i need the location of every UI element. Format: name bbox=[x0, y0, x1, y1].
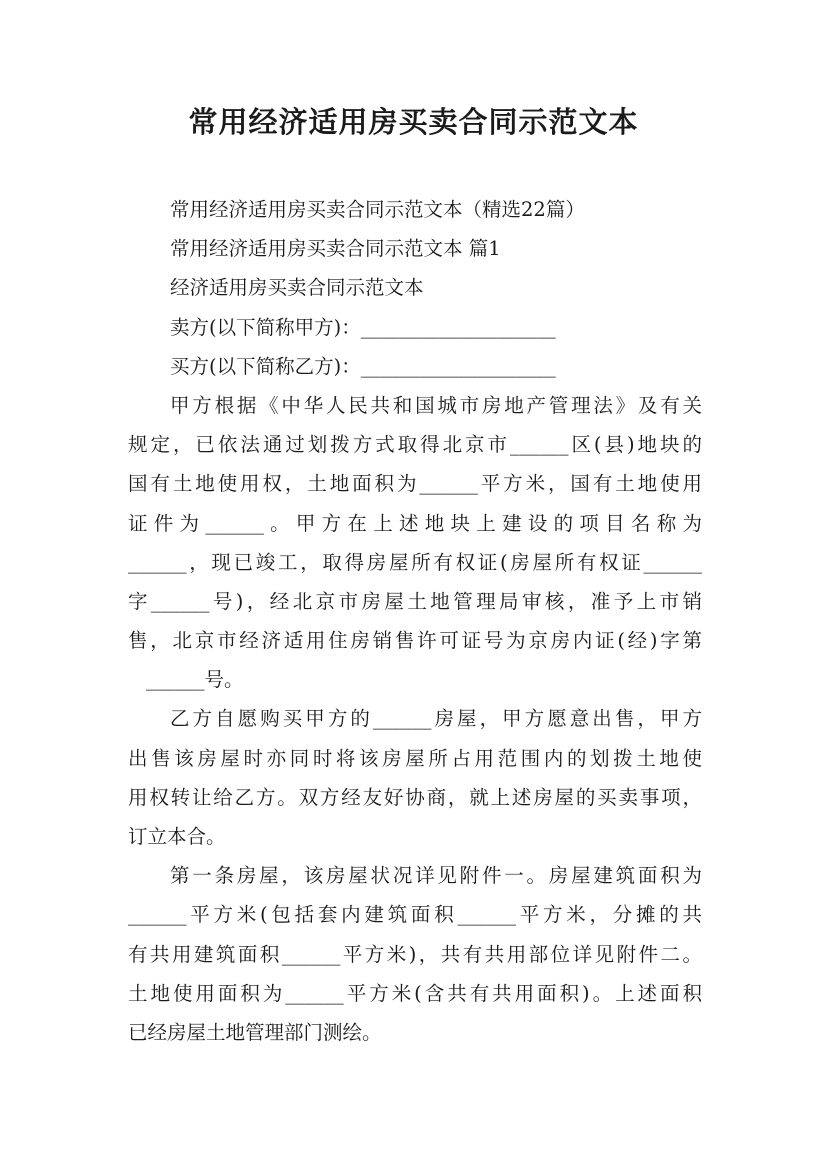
paragraph-line: 国有土地使用权，土地面积为______平方米，国有土地使用 bbox=[128, 472, 702, 496]
paragraph-line: 甲方根据《中华人民共和国城市房地产管理法》及有关 bbox=[170, 393, 702, 417]
paragraph-line: 订立本合。 bbox=[128, 825, 226, 848]
buyer-line: 买方(以下简称乙方)：____________________ bbox=[170, 354, 556, 378]
paragraph-line: 有共用建筑面积______平方米)，共有共用部位详见附件二。 bbox=[128, 942, 702, 966]
section-heading: 常用经济适用房买卖合同示范文本 篇1 bbox=[170, 237, 501, 261]
subtitle-line: 常用经济适用房买卖合同示范文本（精选22篇） bbox=[170, 198, 585, 221]
paragraph-line: 证件为______。甲方在上述地块上建设的项目名称为 bbox=[128, 511, 702, 535]
paragraph-line: 乙方自愿购买甲方的______房屋，甲方愿意出售，甲方 bbox=[170, 707, 702, 731]
paragraph-line: 第一条房屋，该房屋状况详见附件一。房屋建筑面积为 bbox=[170, 864, 702, 888]
paragraph-line: 土地使用面积为______平方米(含共有共用面积)。上述面积 bbox=[128, 981, 702, 1005]
paragraph-line: 用权转让给乙方。双方经友好协商，就上述房屋的买卖事项， bbox=[128, 785, 702, 809]
paragraph-line: 字______号)，经北京市房屋土地管理局审核，准予上市销 bbox=[128, 589, 702, 613]
document-title: 常用经济适用房买卖合同示范文本 bbox=[188, 105, 639, 139]
contract-name: 经济适用房买卖合同示范文本 bbox=[170, 276, 424, 300]
paragraph-line: 规定，已依法通过划拨方式取得北京市______区(县)地块的 bbox=[128, 433, 702, 457]
paragraph-line: ______平方米(包括套内建筑面积______平方米，分摊的共 bbox=[128, 903, 702, 927]
seller-line: 卖方(以下简称甲方)：____________________ bbox=[170, 315, 556, 339]
paragraph-line: 售，北京市经济适用住房销售许可证号为京房内证(经)字第 bbox=[128, 629, 702, 653]
document-body bbox=[128, 190, 702, 1052]
paragraph-line: 出售该房屋时亦同时将该房屋所占用范围内的划拨土地使 bbox=[128, 746, 702, 770]
paragraph-line: 已经房屋土地管理部门测绘。 bbox=[128, 1020, 382, 1044]
paragraph-line: ______，现已竣工，取得房屋所有权证(房屋所有权证______ bbox=[128, 550, 702, 574]
paragraph-line: ______号。 bbox=[146, 668, 244, 692]
